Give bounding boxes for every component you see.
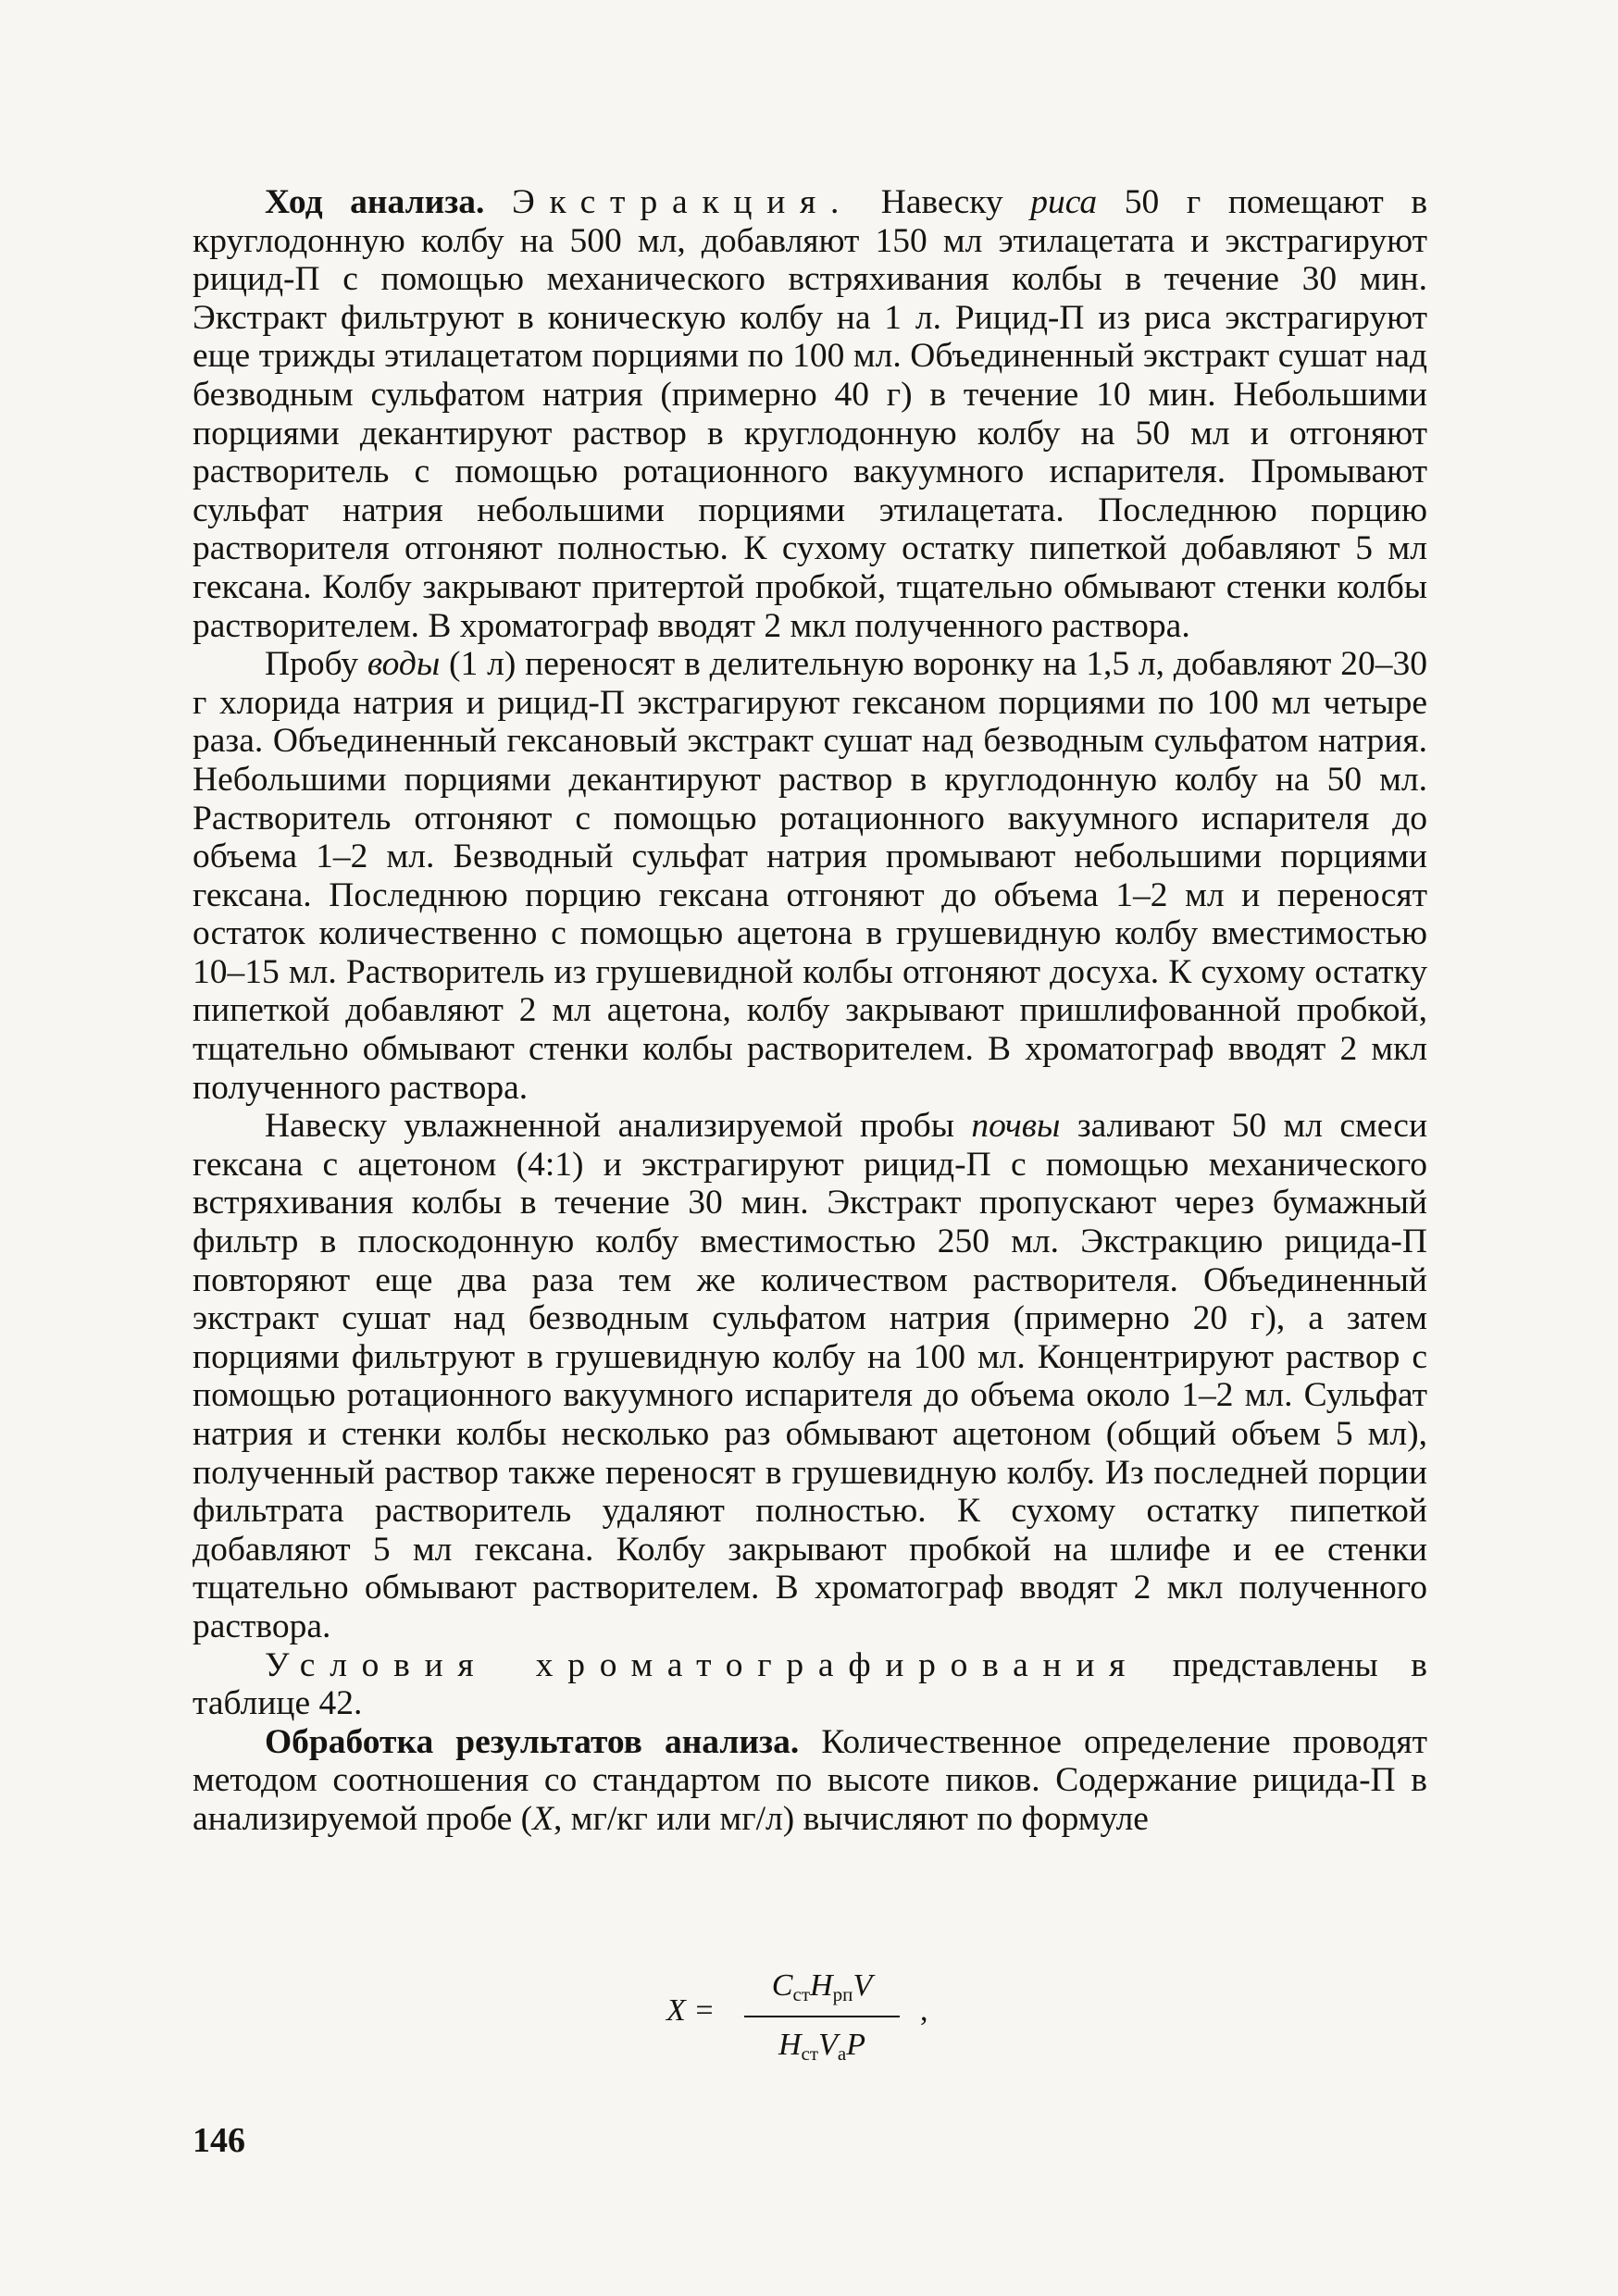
formula-denominator [744,2017,900,2069]
paragraph-extraction-rice [193,183,1427,645]
spaced-subheading: Условия хроматографирования [265,1645,1140,1684]
formula-subscript: рп [832,1982,853,2005]
formula-lhs: X = [666,1993,716,2028]
italic-term: воды [367,645,441,684]
formula [0,1960,1618,2080]
body-text [193,183,1427,1839]
italic-term: почвы [971,1107,1061,1146]
formula-symbol: H [810,1968,833,2003]
page-number: 146 [193,2121,245,2160]
section-heading: Обработка результатов анализа. [265,1722,800,1761]
italic-term: риса [1030,183,1098,221]
paragraph-soil [193,1107,1427,1645]
formula-symbol: C [771,1968,793,2003]
text-run: заливают 50 мл смеси гексана с ацетоном (4:1) и экстрагируют рицид-П с помощью механического встряхивания колбы в течение 30 мин. Экстракт пропускают через бумажный фильтр в плоскодонную колбу вместимостью 250 мл. Экстракцию рицида-П повторяют еще два раза тем же количеством растворителя. Объединенный экстракт сушат над безводным сульфатом натрия (примерно 20 г), а затем порциями фильтруют в грушевидную колбу на 100 мл. Концентрируют раствор с помощью ротационного вакуумного испарителя до объема около 1–2 мл. Сульфат натрия и стенки колбы несколько раз обмывают ацетоном (общий объем 5 мл), полученный раствор также переносят в грушевидную колбу. Из последней порции фильтрата растворитель удаляют полностью. К сухому остатку пипеткой добавляют 5 мл гексана. Колбу закрывают пробкой на шлифе и ее стенки тщательно обмывают растворителем. В хроматограф вводят 2 мкл полученного раствора. [193,1107,1428,1645]
formula-symbol: V [853,1968,873,2003]
formula-subscript: а [837,2042,847,2065]
formula-symbol: V [818,2028,838,2062]
section-heading: Ход анализа. [265,183,485,221]
text-run: , мг/кг или мг/л) вычисляют по формуле [554,1799,1149,1838]
formula-subscript: ст [801,2042,819,2065]
text-run: представлены в таблице 42. [193,1645,1427,1723]
text-run: Пробу [265,645,358,684]
text-run: Навеску увлажненной анализируемой пробы [265,1107,954,1146]
text-run: Навеску [880,183,1003,221]
formula-symbol: P [846,2028,866,2062]
formula-fraction [744,1960,900,2069]
formula-trailing-comma: , [920,1993,928,2028]
formula-subscript: ст [792,1982,811,2005]
text-run: (1 л) переносят в делительную воронку на 1,5 л, добавляют 20–30 г хлорида натрия и рицид-П экстрагируют гексаном порциями по 100 мл четыре раза. Объединенный гексановый экстракт сушат над безводным сульфатом натрия. Небольшими порциями декантируют раствор в круглодонную колбу на 50 мл. Растворитель отгоняют с помощью ротационного вакуумного испарителя до объема 1–2 мл. Безводный сульфат натрия промывают небольшими порциями гексана. Последнюю порцию гексана отгоняют до объема 1–2 мл и переносят остаток количественно с помощью ацетона в грушевидную колбу вместимостью 10–15 мл. Растворитель из грушевидной колбы отгоняют досуха. К сухому остатку пипеткой добавляют 2 мл ацетона, колбу закрывают пришлифованной пробкой, тщательно обмывают стенки колбы растворителем. В хроматограф вводят 2 мкл полученного раствора. [193,645,1428,1107]
text-run: 50 г помещают в круглодонную колбу на 500 мл, добавляют 150 мл этилацетата и экстрагируют рицид-П с помощью механического встряхивания колбы в течение 30 мин. Экстракт фильтруют в коническую колбу на 1 л. Рицид-П из риса экстрагируют еще трижды этилацетатом порциями по 100 мл. Объединенный экстракт сушат над безводным сульфатом натрия (примерно 40 г) в течение 10 мин. Небольшими порциями декантируют раствор в круглодонную колбу на 50 мл и отгоняют растворитель с помощью ротационного вакуумного испарителя. Промывают сульфат натрия небольшими порциями этилацетата. Последнюю порцию растворителя отгоняют полностью. К сухому остатку пипеткой добавляют 5 мл гексана. Колбу закрывают притертой пробкой, тщательно обмывают стенки колбы растворителем. В хроматограф вводят 2 мкл полученного раствора. [193,183,1428,645]
spaced-subheading: Экстракция. [512,183,854,221]
formula-symbol: H [778,2028,802,2062]
italic-variable: X [532,1799,554,1838]
formula-numerator [744,1960,900,2012]
paragraph-conditions [193,1646,1427,1723]
paragraph-results [193,1723,1427,1839]
text-run: Количественное определение проводят методом соотношения со стандартом по высоте пиков. Содержание рицида-П в анализируемой пробе ( [193,1722,1427,1838]
paragraph-water [193,645,1427,1107]
